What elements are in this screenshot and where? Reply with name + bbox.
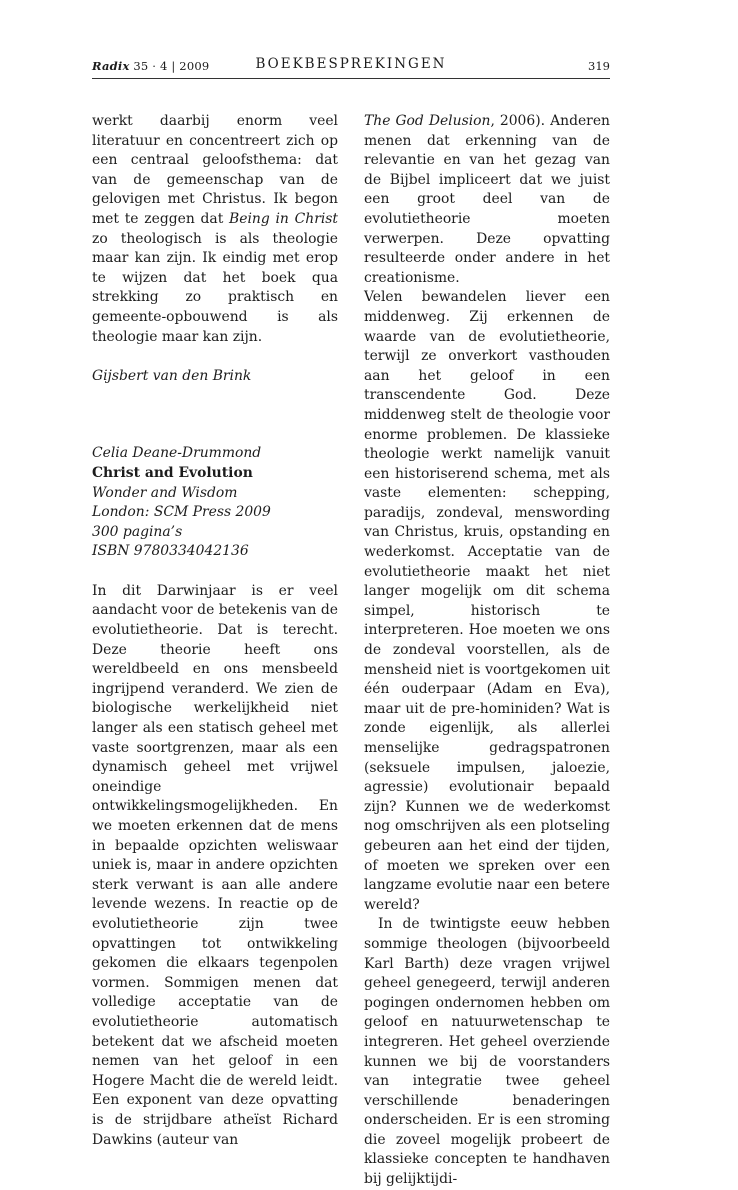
section-title: BOEKBESPREKINGEN — [255, 56, 447, 72]
book-author: Celia Deane-Drummond — [92, 445, 262, 462]
previous-review-ending — [92, 112, 338, 347]
review-paragraph: In de twintigste eeuw hebben sommige theologen (bijvoorbeeld Karl Barth) deze vragen vrijwel geheel genegeerd, terwijl anderen pogingen ondernomen hebben om geloof en natuurwetenschap te integreren. Het geheel overziende kunnen we bij de voorstanders van integratie twee geheel verschillende benaderingen onderscheiden. Er is een stroming die zoveel mogelijk probeert de klassieke concepten te handhaven bij gelijktijdi- — [364, 916, 610, 1188]
book-publisher: London: SCM Press 2009 — [92, 504, 271, 521]
review-paragraph: In dit Darwinjaar is er veel aandacht voor de betekenis van de evolutietheorie. Dat is terecht. Deze theorie heeft ons wereldbeeld en ons mensbeeld ingrijpend veranderd. We zien de biologische werkelijkheid niet langer als een statisch geheel met vaste soortgrenzen, maar als een dynamisch geheel met vrijwel oneindige ontwikkelingsmogelijkheden. En we moeten erkennen dat de mens in bepaalde opzichten weliswaar uniek is, maar in andere opzichten sterk verwant is aan alle andere levende wezens. In reactie op de evolutietheorie zijn twee opvattingen tot ontwikkeling gekomen die elkaars tegenpolen vormen. Sommigen menen dat volledige acceptatie van de evolutietheorie automatisch betekent dat we afscheid moeten nemen van het geloof in een Hogere Macht die de wereld leidt. Een exponent van deze opvatting is de strijdbare atheïst Richard Dawkins (auteur van — [92, 582, 338, 1148]
journal-issue: 35 · 4 | 2009 — [133, 59, 210, 73]
book-isbn: ISBN 9780334042136 — [92, 543, 249, 560]
book-title-reference: The God Delusion — [364, 113, 491, 129]
right-column — [364, 112, 610, 1190]
reviewer-signature: Gijsbert van den Brink — [92, 367, 252, 384]
book-title-reference: Being in Christ — [229, 210, 338, 227]
header-rule — [92, 78, 610, 79]
text-run: werkt daarbij enorm veel literatuur en concentreert zich op een centraal geloofsthema: dat van de gemeenschap van de gelovigen met Christus. Ik begon met te zeggen dat — [92, 113, 338, 227]
book-info-block — [92, 444, 338, 562]
text-run: zo theologisch is als theologie maar kan zijn. Ik eindig met erop te wijzen dat het boek qua strekking zo praktisch en gemeente-opbouwend is als theologie maar kan zijn. — [92, 230, 338, 345]
text-run: , 2006). Anderen menen dat erkenning van de relevantie en van het gezag van de Bijbel impliceert dat we juist een groot deel van de evolutietheorie moeten verwerpen. Deze opvatting resulteerde onder andere in het creationisme. — [364, 113, 610, 286]
running-header — [92, 56, 610, 78]
book-subtitle: Wonder and Wisdom — [92, 484, 238, 501]
left-column — [92, 112, 338, 1150]
page-number: 319 — [588, 59, 610, 73]
review-paragraph-continued — [364, 112, 610, 288]
book-title: Christ and Evolution — [92, 464, 253, 481]
book-pages: 300 pagina’s — [92, 523, 183, 540]
journal-name: Radix — [92, 59, 130, 73]
review-paragraph: Velen bewandelen liever een middenweg. Zij erkennen de waarde van de evolutietheorie, terwijl ze onverkort vasthouden aan het geloof in een transcendente God. Deze middenweg stelt de theologie voor enorme problemen. De klassieke theologie werkt namelijk vanuit een historiserend schema, met als vaste elementen: schepping, paradijs, zondeval, menswording van Christus, kruis, opstanding en wederkomst. Acceptatie van de evolutietheorie maakt het niet langer mogelijk om dit schema simpel, historisch te interpreteren. Hoe moeten we ons de zondeval voorstellen, als de mensheid niet is voortgekomen uit één ouderpaar (Adam en Eva), maar uit de pre-hominiden? Wat is zonde eigenlijk, als allerlei menselijke gedragspatronen (seksuele impulsen, jaloezie, agressie) evolutionair bepaald zijn? Kunnen we de wederkomst nog omschrijven als een plotseling gebeuren aan het eind der tijden, of moeten we spreken over een langzame evolutie naar een betere wereld? — [364, 289, 610, 913]
